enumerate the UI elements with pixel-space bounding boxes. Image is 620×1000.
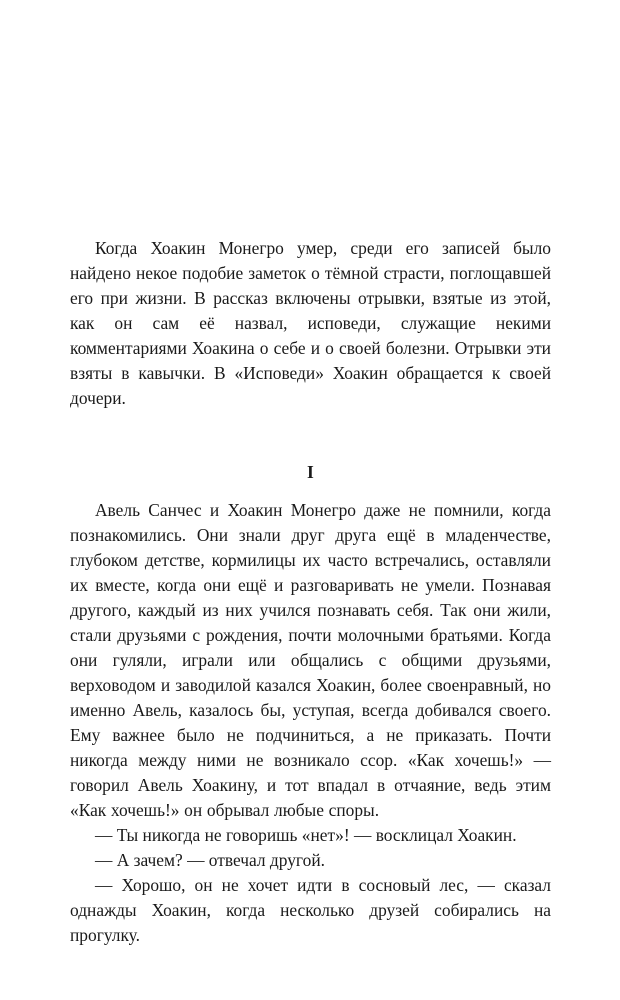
dialogue-line: — А зачем? — отвечал другой. — [95, 850, 325, 870]
dialogue-line: — Хорошо, он не хочет идти в сосновый лес, — сказал однажды Хоакин, когда несколько друзей собирались на прогулку. — [70, 875, 551, 945]
body-paragraph: Авель Санчес и Хоакин Монегро даже не помнили, когда познакомились. Они знали друг друга ещё в младенчестве, глубоком детстве, кормилицы их часто встречались, оставляли их вместе, когда они ещё и разговаривать не умели. Познавая другого, каждый из них учился познавать себя. Так они жили, стали друзьями с рождения, почти молочными братьями. Когда они гуляли, играли или общались с общими друзьями, верховодом и заводилой казался Хоакин, более своенравный, но именно Авель, казалось бы, уступая, всегда добивался своего. Ему важнее было не подчиниться, а не приказать. Почти никогда между ними не возникало ссор. «Как хочешь!» — говорил Авель Хоакину, и тот впадал в отчаяние, ведь этим «Как хочешь!» он обрывал любые споры. — [70, 500, 551, 820]
page-text-block — [70, 236, 551, 948]
preface-paragraph: Когда Хоакин Монегро умер, среди его записей было найдено некое подобие заметок о тёмной страсти, поглощавшей его при жизни. В рассказ включены отрывки, взятые из этой, как он сам её назвал, исповеди, служащие некими комментариями Хоакина о себе и о своей болезни. Отрывки эти взяты в кавычки. В «Исповеди» Хоакин обращается к своей дочери. — [70, 238, 551, 408]
chapter-number-heading: I — [306, 462, 315, 482]
heading-spacer — [70, 483, 551, 498]
chapter-spacer — [70, 411, 551, 461]
dialogue-line: — Ты никогда не говоришь «нет»! — восклицал Хоакин. — [95, 825, 517, 845]
